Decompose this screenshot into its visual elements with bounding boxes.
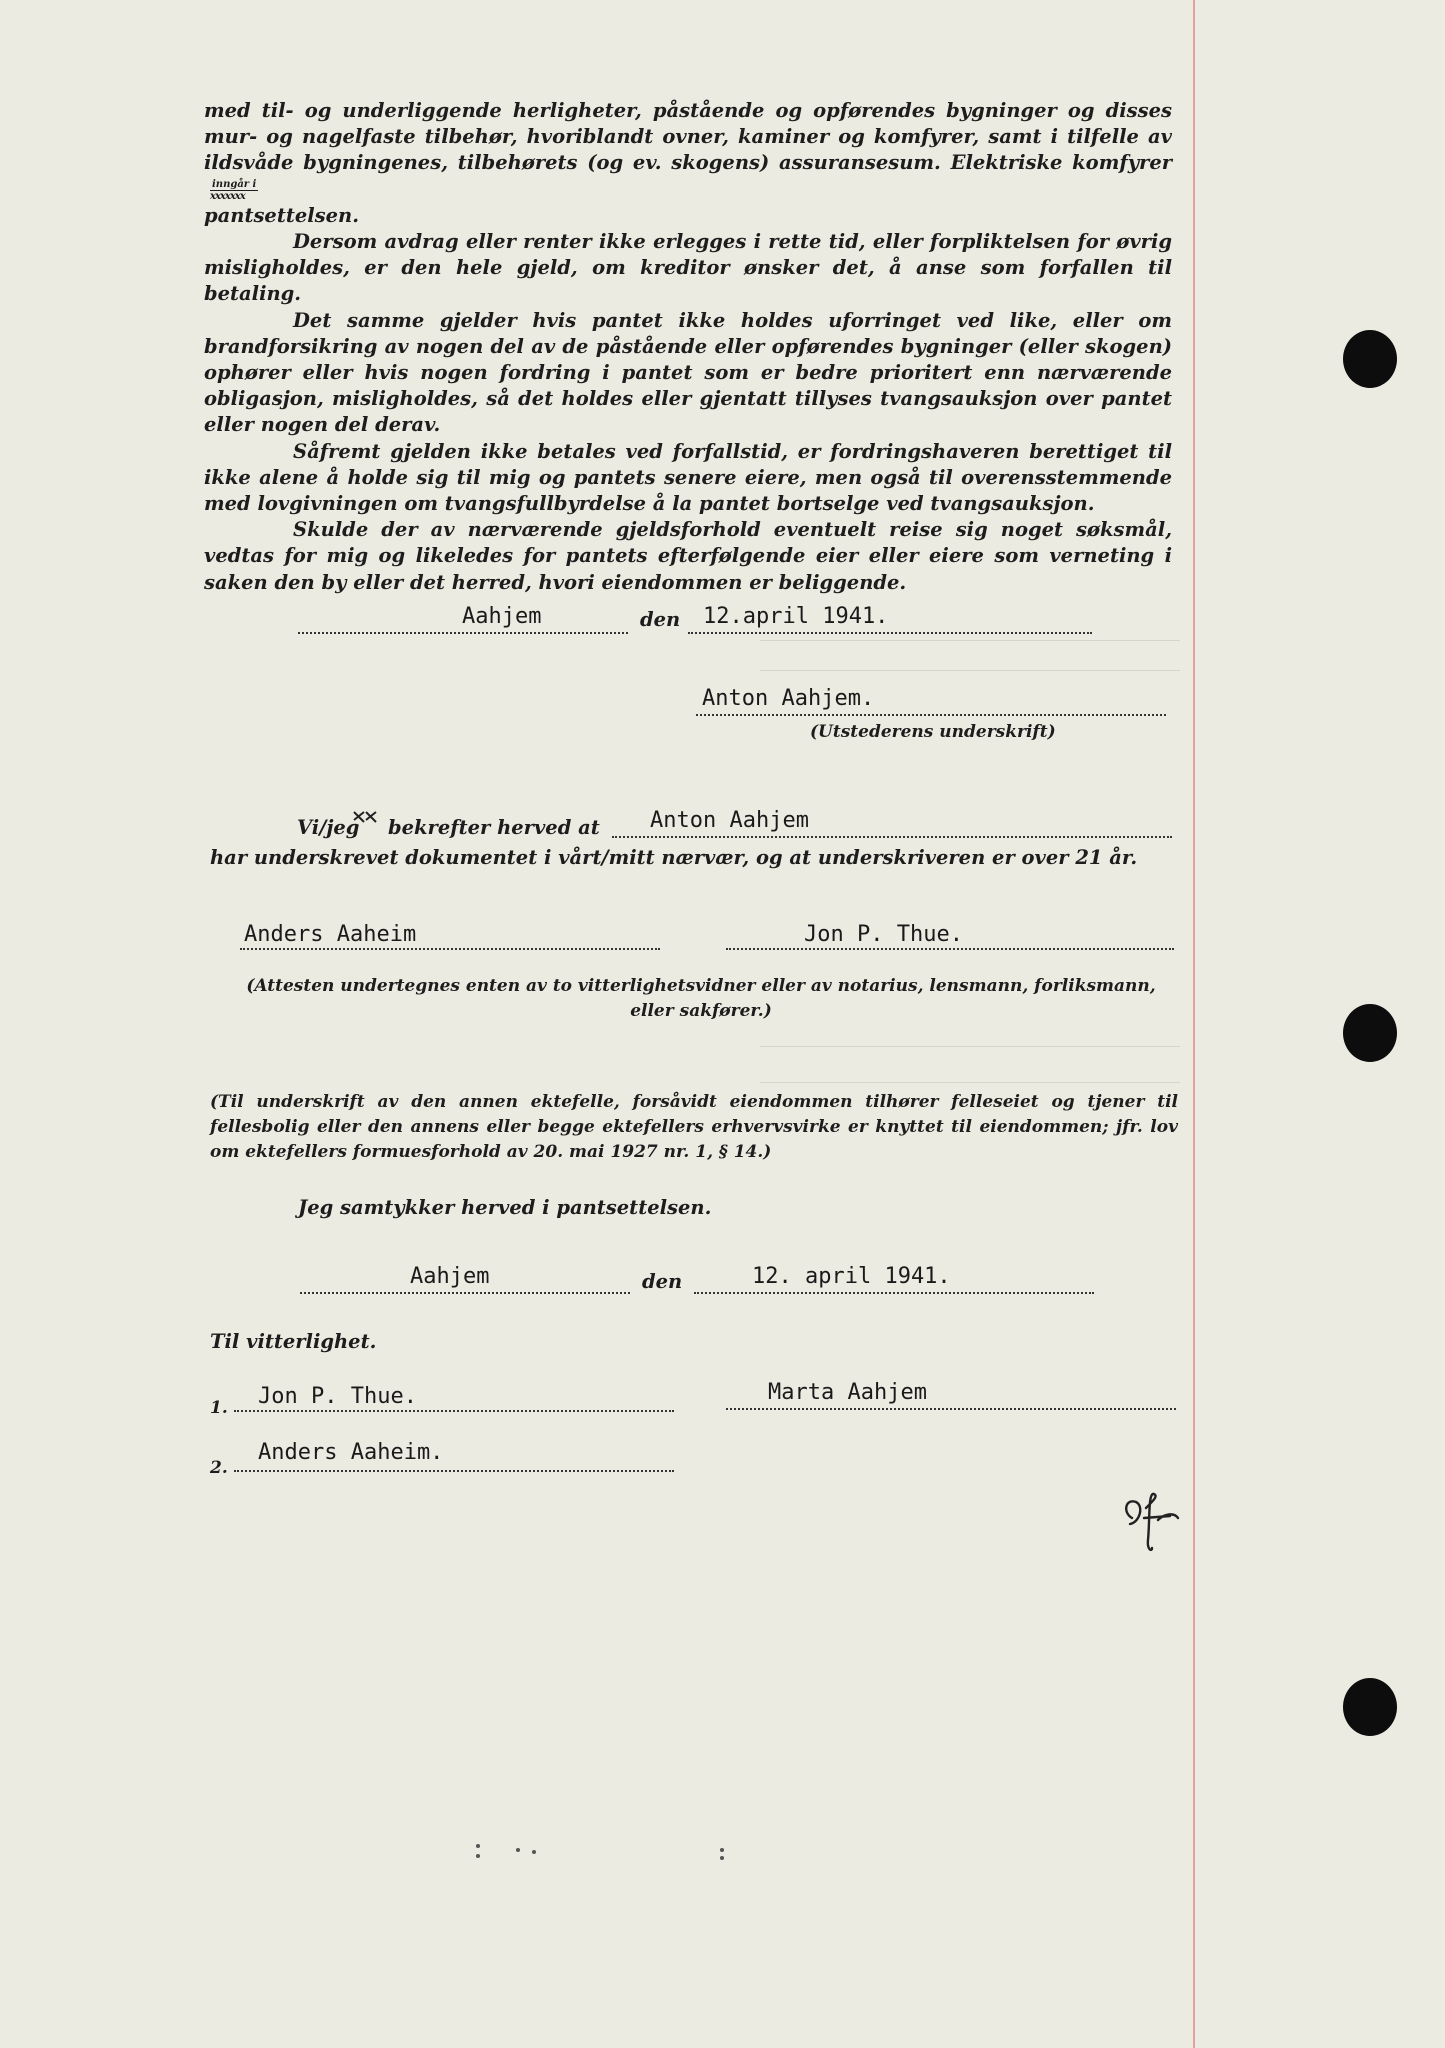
bleed-through-mark: [760, 640, 1180, 641]
spouse-note: (Til underskrift av den annen ektefelle, forsåvidt eiendommen tilhører felleseiet og tjener til fellesbolig eller den annens eller begge ektefellers erhvervsvirke er knyttet til eiendommen; jfr. lov om ektefellers formuesforhold av 20. mai 1927 nr. 1, § 14.): [210, 1092, 1178, 1162]
clause-paragraph: Dersom avdrag eller renter ikke erlegges i rette tid, eller forpliktelsen for øvrig misligholdes, er den hele gjeld, om kreditor ønsker det, å anse som forfallen til betaling.: [204, 230, 1172, 306]
witness-line: [726, 948, 1174, 950]
punch-hole: [1343, 1678, 1397, 1736]
fraction-correction: [210, 179, 258, 202]
attest-witness-1: Anders Aaheim: [244, 922, 417, 947]
witness-line: [234, 1470, 674, 1472]
spouse-place: Aahjem: [410, 1264, 490, 1289]
witness-number: 2.: [210, 1458, 228, 1478]
attest-name-line: [612, 836, 1172, 838]
spouse-date: 12. april 1941.: [752, 1264, 951, 1289]
strikethrough-mark: [352, 810, 382, 830]
clause-paragraph: pantsettelsen.: [204, 203, 360, 227]
bleed-through-mark: [760, 670, 1180, 671]
stray-marks: [470, 1838, 750, 1868]
witness-line: [240, 948, 660, 950]
signature-caption: (Utstederens underskrift): [810, 722, 1056, 742]
consent-statement: Jeg samtykker herved i pantsettelsen.: [298, 1196, 712, 1219]
attest-name: Anton Aahjem: [650, 808, 809, 833]
punch-hole: [1343, 330, 1397, 388]
mortgage-clause: [204, 98, 1172, 596]
correction-struck: xxxxxxx: [210, 190, 245, 202]
place-line: [300, 1292, 630, 1294]
attest-vi-jeg: Vi/jeg: [297, 816, 360, 839]
margin-rule: [1193, 0, 1195, 2048]
attest-witness-2: Jon P. Thue.: [804, 922, 963, 947]
witness-number: 1.: [210, 1398, 228, 1418]
bleed-through-mark: [760, 1082, 1180, 1083]
clause-text: med til- og underliggende herligheter, påstående og opførendes bygninger og disses mur- og nagelfaste tilbehør, hvoriblandt ovner, kaminer og komfyrer, samt i tilfelle av ildsvåde bygningenes, tilbehørets (og ev. skogens) assuransesum. Elektriske komfyrer: [204, 99, 1172, 175]
issuer-date: 12.april 1941.: [703, 604, 889, 629]
clause-paragraph: Såfremt gjelden ikke betales ved forfallstid, er fordringshaveren berettiget til ikke alene å holde sig til mig og pantets senere eiere, men også til overensstemmende med lovgivningen om tvangsfullbyrdelse å la pantet bortselge ved tvangsauksjon.: [204, 439, 1172, 516]
signature-line: [726, 1408, 1176, 1410]
clause-paragraph: Skulde der av nærværende gjeldsforhold eventuelt reise sig noget søksmål, vedtas for mig og likeledes for pantets efterfølgende eier eller eiere som verneting i saken den by eller det herred, hvori eiendommen er beliggende.: [204, 518, 1172, 594]
handwritten-initials: [1118, 1490, 1188, 1560]
spouse-witness-2: Anders Aaheim.: [258, 1440, 444, 1465]
signature-line: [696, 714, 1166, 716]
attest-note: (Attesten undertegnes enten av to vitterlighetsvidner eller av notarius, lensmann, forliksmann, eller sakfører.): [246, 976, 1156, 1021]
attest-confirm-label: bekrefter herved at: [388, 816, 600, 839]
spouse-witness-1: Jon P. Thue.: [258, 1384, 417, 1409]
place-line: [298, 632, 628, 634]
correction-insert: inngår i: [212, 178, 257, 190]
punch-hole: [1343, 1004, 1397, 1062]
clause-paragraph: [204, 98, 1172, 203]
witness-line: [234, 1410, 674, 1412]
date-line: [688, 632, 1092, 634]
den-label: den: [642, 1270, 683, 1293]
date-line: [694, 1292, 1094, 1294]
issuer-place: Aahjem: [462, 604, 542, 629]
issuer-signature: Anton Aahjem.: [702, 686, 875, 711]
spouse-signature: Marta Aahjem: [768, 1380, 927, 1405]
den-label: den: [640, 608, 681, 631]
clause-paragraph: Det samme gjelder hvis pantet ikke holdes uforringet ved like, eller om brandforsikring av nogen del av de påstående eller opførendes bygninger (eller skogen) ophører eller hvis nogen fordring i pantet som er bedre prioritert enn nærværende obligasjon, misligholdes, så det holdes eller gjentatt tillyses tvangsauksjon over pantet eller nogen del derav.: [204, 308, 1172, 437]
attest-statement: har underskrevet dokumentet i vårt/mitt nærvær, og at underskriveren er over 21 år.: [210, 846, 1138, 869]
witness-heading: Til vitterlighet.: [210, 1330, 377, 1353]
bleed-through-mark: [760, 1046, 1180, 1047]
